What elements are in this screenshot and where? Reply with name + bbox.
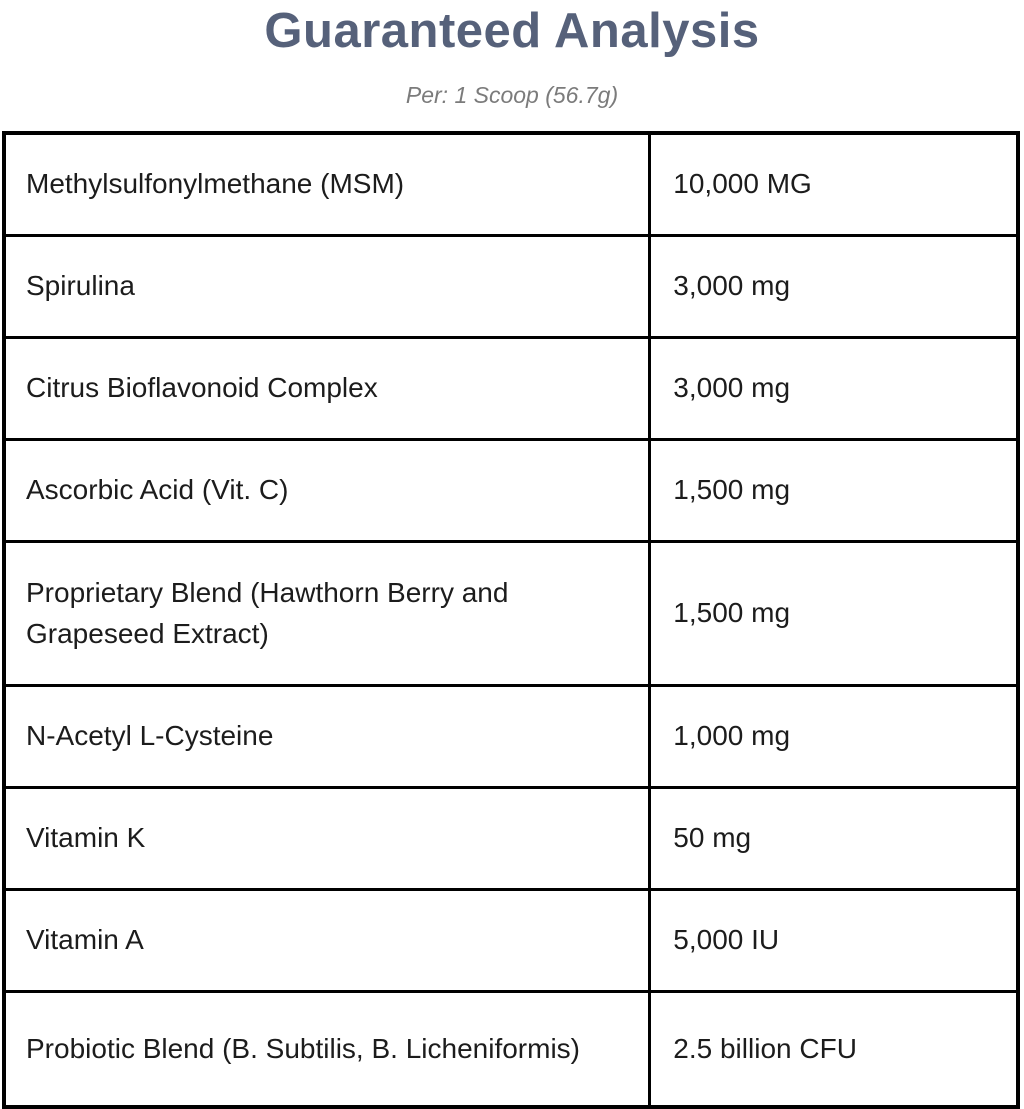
amount-cell: 50 mg [650,788,1018,890]
guaranteed-analysis-table [2,131,1020,1109]
amount-cell: 1,500 mg [650,542,1018,686]
table-row [4,542,1018,686]
table-row [4,440,1018,542]
amount-cell: 3,000 mg [650,236,1018,338]
ingredient-cell: Ascorbic Acid (Vit. C) [4,440,650,542]
table-row [4,788,1018,890]
ingredient-cell: Citrus Bioflavonoid Complex [4,338,650,440]
table-row [4,686,1018,788]
page-title: Guaranteed Analysis [264,4,760,58]
amount-cell: 2.5 billion CFU [650,992,1018,1108]
amount-cell: 1,500 mg [650,440,1018,542]
table-row [4,890,1018,992]
ingredient-cell: Vitamin A [4,890,650,992]
ingredient-cell: Vitamin K [4,788,650,890]
serving-size-subtitle: Per: 1 Scoop (56.7g) [405,82,619,108]
table-row [4,133,1018,236]
table-row [4,992,1018,1108]
amount-cell: 3,000 mg [650,338,1018,440]
amount-cell: 10,000 MG [650,133,1018,236]
table-row [4,338,1018,440]
ingredient-cell: Proprietary Blend (Hawthorn Berry and Grapeseed Extract) [4,542,650,686]
ingredient-cell: N-Acetyl L-Cysteine [4,686,650,788]
amount-cell: 5,000 IU [650,890,1018,992]
ingredient-cell: Spirulina [4,236,650,338]
ingredient-cell: Methylsulfonylmethane (MSM) [4,133,650,236]
table-row [4,236,1018,338]
amount-cell: 1,000 mg [650,686,1018,788]
ingredient-cell: Probiotic Blend (B. Subtilis, B. Licheniformis) [4,992,650,1108]
